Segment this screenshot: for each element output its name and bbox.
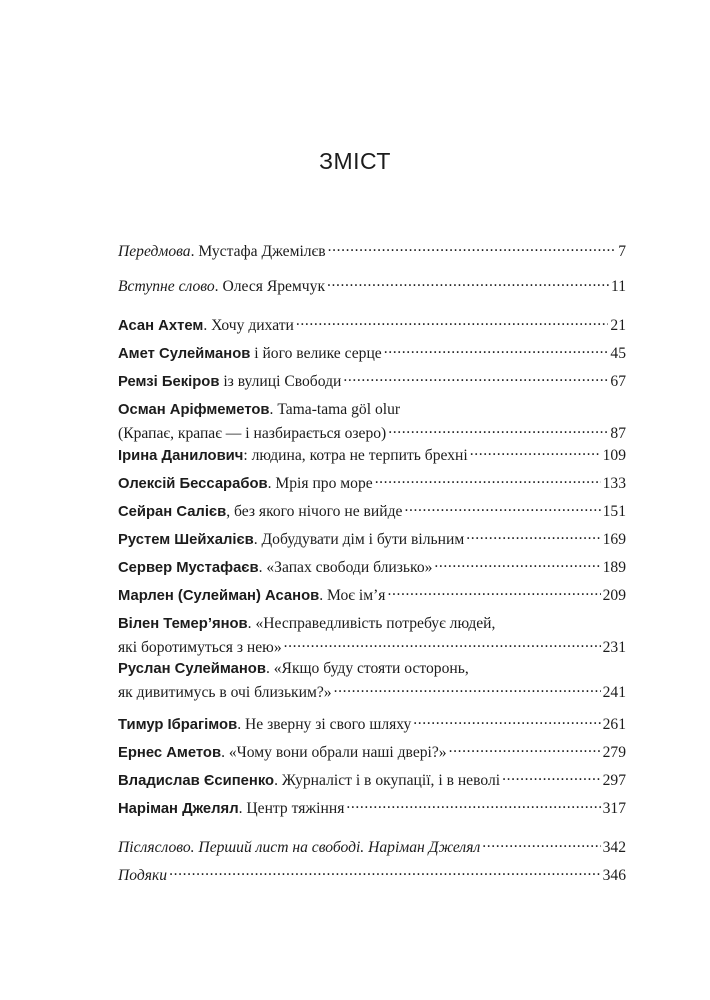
toc-title-continuation: як дивитимусь в очі близьким?» — [118, 684, 332, 701]
toc-author: Асан Ахтем — [118, 318, 204, 334]
toc-author: Владислав Єсипенко — [118, 773, 275, 789]
page-number: 133 — [602, 475, 626, 492]
dot-leader — [470, 444, 601, 460]
toc-entry[interactable] — [118, 769, 626, 793]
dot-leader — [384, 342, 609, 358]
toc-entry[interactable] — [118, 836, 626, 859]
dot-leader — [328, 240, 617, 256]
toc-author: Передмова — [118, 243, 191, 260]
dot-leader — [346, 797, 600, 813]
toc-title: . Добудувати дім і бути вільним — [253, 531, 465, 548]
toc-author: Післяслово. Перший лист на свободі. Наріман Джелял — [118, 839, 481, 856]
toc-author: Сервер Мустафаєв — [118, 560, 259, 576]
toc-entry[interactable] — [118, 472, 626, 496]
dot-leader — [413, 713, 600, 729]
page-number: 346 — [602, 867, 626, 884]
toc-author: Амет Сулейманов — [118, 346, 251, 362]
toc-title: . Олеся Яремчук — [214, 278, 326, 295]
dot-leader — [343, 370, 608, 386]
toc-author: Рустем Шейхалієв — [118, 532, 254, 548]
toc-title: . Tama-tama göl olur — [269, 401, 401, 418]
page-number: 279 — [602, 744, 626, 761]
toc-author: Тимур Ібрагімов — [118, 717, 238, 733]
toc-entry[interactable] — [118, 500, 626, 524]
page-title: ЗМІСТ — [319, 148, 391, 174]
page-number: 7 — [618, 243, 626, 260]
page-number: 87 — [610, 425, 626, 442]
toc-title: : людина, котра не терпить брехні — [243, 447, 468, 464]
page-number: 45 — [610, 345, 626, 362]
toc-entry[interactable] — [118, 741, 626, 765]
toc-author: Подяки — [118, 867, 168, 884]
dot-leader — [169, 864, 601, 880]
dot-leader — [387, 584, 600, 600]
toc-author: Сейран Салієв — [118, 504, 227, 520]
toc-title: із вулиці Свободи — [219, 373, 342, 390]
toc-title: . «Чому вони обрали наші двері?» — [221, 744, 447, 761]
toc-title: . «Несправедливість потребує людей, — [247, 615, 496, 632]
page-number: 342 — [602, 839, 626, 856]
toc-title: . Мустафа Джемілєв — [190, 243, 326, 260]
toc-author: Ернес Аметов — [118, 745, 222, 761]
dot-leader — [434, 556, 600, 572]
toc-entry[interactable] — [118, 713, 626, 737]
toc-title: . Моє ім’я — [319, 587, 386, 604]
toc-author: Руслан Сулейманов — [118, 661, 266, 677]
dot-leader — [449, 741, 601, 757]
dot-leader — [334, 681, 601, 697]
page-number: 241 — [602, 684, 626, 701]
toc-author: Марлен (Сулейман) Асанов — [118, 588, 320, 604]
dot-leader — [327, 275, 609, 291]
toc-title: . «Запах свободи близько» — [258, 559, 433, 576]
toc-title: . Не зверну зі свого шляху — [237, 716, 412, 733]
toc-entry[interactable] — [118, 657, 626, 704]
toc-entry[interactable] — [118, 556, 626, 580]
toc-title: . Мрія про море — [267, 475, 373, 492]
page-number: 11 — [610, 278, 626, 295]
toc-entry[interactable] — [118, 444, 626, 468]
toc-entry[interactable] — [118, 612, 626, 659]
toc-author: Олексій Бессарабов — [118, 476, 268, 492]
dot-leader — [466, 528, 600, 544]
toc-author: Ірина Данилович — [118, 448, 244, 464]
toc-entry[interactable] — [118, 584, 626, 608]
page-number: 261 — [602, 716, 626, 733]
toc-title-continuation: які боротимуться з нею» — [118, 639, 282, 656]
toc-author: Ремзі Бекіров — [118, 374, 220, 390]
toc-entry[interactable] — [118, 275, 626, 298]
toc-title: . Центр тяжіння — [238, 800, 345, 817]
toc-author: Вілен Темер’янов — [118, 616, 248, 632]
dot-leader — [296, 314, 609, 330]
toc-entry[interactable] — [118, 370, 626, 394]
toc-author: Наріман Джелял — [118, 801, 239, 817]
page-number: 169 — [602, 531, 626, 548]
page-number: 317 — [602, 800, 626, 817]
dot-leader — [502, 769, 601, 785]
toc-entry[interactable] — [118, 398, 626, 445]
toc-title-continuation: (Крапає, крапає — і назбирається озеро) — [118, 425, 387, 442]
toc-entry[interactable] — [118, 797, 626, 821]
dot-leader — [482, 836, 600, 852]
toc-entry[interactable] — [118, 528, 626, 552]
toc-entry[interactable] — [118, 864, 626, 887]
page-number: 109 — [602, 447, 626, 464]
page-number: 189 — [602, 559, 626, 576]
page-number: 21 — [610, 317, 626, 334]
toc-title: . «Якщо буду стояти осторонь, — [265, 660, 469, 677]
page-number: 231 — [602, 639, 626, 656]
page-number: 297 — [602, 772, 626, 789]
dot-leader — [375, 472, 601, 488]
page-number: 67 — [610, 373, 626, 390]
page-number: 209 — [602, 587, 626, 604]
toc-title: . Хочу дихати — [203, 317, 294, 334]
toc-entry[interactable] — [118, 240, 626, 263]
dot-leader — [388, 422, 608, 438]
page-number: 151 — [602, 503, 626, 520]
toc-author: Вступне слово — [118, 278, 215, 295]
toc-entry[interactable] — [118, 314, 626, 338]
toc-title: і його велике серце — [250, 345, 382, 362]
toc-title: , без якого нічого не вийде — [226, 503, 403, 520]
dot-leader — [404, 500, 600, 516]
dot-leader — [284, 636, 601, 652]
toc-entry[interactable] — [118, 342, 626, 366]
toc-author: Осман Аріфмеметов — [118, 402, 270, 418]
toc-title: . Журналіст і в окупації, і в неволі — [274, 772, 501, 789]
